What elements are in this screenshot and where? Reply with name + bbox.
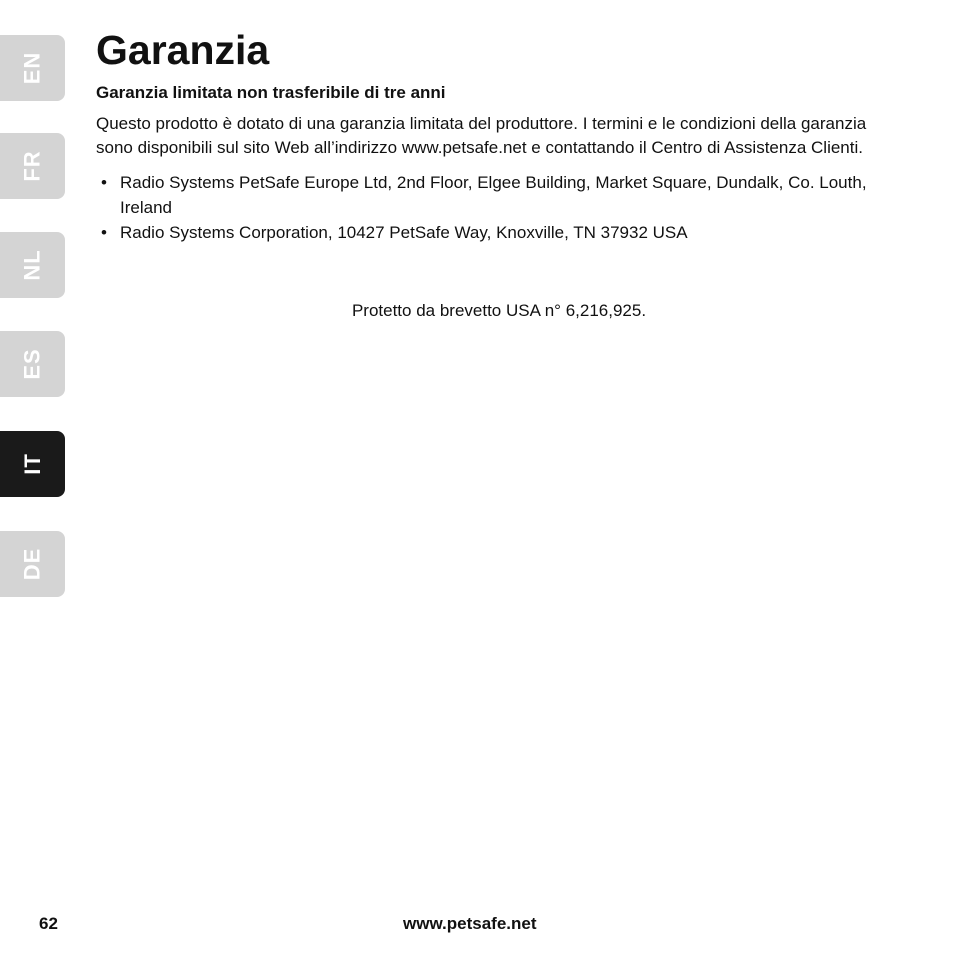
patent-notice: Protetto da brevetto USA n° 6,216,925.: [351, 301, 647, 320]
language-tab-label: IT: [19, 453, 45, 475]
bullet-icon: •: [101, 173, 107, 192]
language-tab-label: ES: [19, 348, 45, 380]
page-title: Garanzia: [96, 27, 270, 73]
language-tab-de[interactable]: [0, 531, 65, 597]
language-tab-en[interactable]: [0, 35, 65, 101]
page-number: 62: [39, 914, 58, 933]
language-tab-nl[interactable]: [0, 232, 65, 298]
language-tab-fr[interactable]: [0, 133, 65, 199]
language-tab-label: EN: [19, 51, 45, 85]
list-item: [96, 220, 886, 245]
address-list: [96, 170, 886, 245]
warranty-intro: Questo prodotto è dotato di una garanzia limitata del produttore. I termini e le condizioni della garanzia sono disponibili sul sito Web all’indirizzo www.petsafe.net e contattando il Centro di Assistenza Clienti.: [96, 114, 867, 157]
language-tab-it[interactable]: [0, 431, 65, 497]
language-tab-label: DE: [19, 547, 45, 581]
section-heading: Garanzia limitata non trasferibile di tre anni: [96, 83, 446, 102]
address-text: Radio Systems Corporation, 10427 PetSafe Way, Knoxville, TN 37932 USA: [120, 223, 688, 242]
bullet-icon: •: [101, 223, 107, 242]
language-tab-es[interactable]: [0, 331, 65, 397]
language-tabs: [0, 0, 66, 954]
page-content: [96, 24, 886, 245]
language-tab-label: FR: [19, 150, 45, 182]
language-tab-label: NL: [19, 249, 45, 281]
list-item: [96, 170, 886, 220]
footer-url: www.petsafe.net: [403, 914, 537, 933]
address-text: Radio Systems PetSafe Europe Ltd, 2nd Floor, Elgee Building, Market Square, Dundalk, Co. Louth, Ireland: [120, 173, 867, 217]
